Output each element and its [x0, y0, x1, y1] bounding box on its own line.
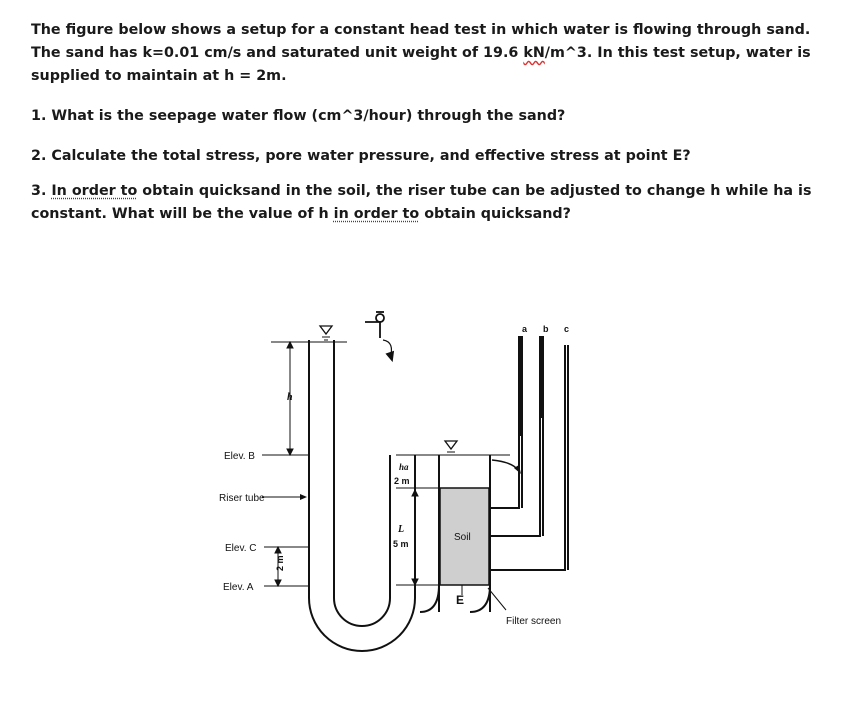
q3-text-3: obtain quicksand?: [419, 206, 571, 222]
overflow-arrow: [492, 460, 518, 470]
riser-tube-arrowhead: [300, 494, 307, 500]
L-dimension: [396, 490, 439, 585]
piezometer-a-label: a: [522, 324, 528, 334]
riser-tube-label: Riser tube: [219, 493, 265, 504]
soil-label: Soil: [454, 532, 471, 543]
piezometer-c-label: c: [564, 324, 570, 334]
q3-dotted-phrase-1: In order to: [51, 183, 138, 199]
dim-5m: 5 m: [393, 539, 409, 549]
h-label: h: [287, 392, 293, 403]
dim-2m-mid: 2 m: [394, 476, 410, 486]
q3-text-2: obtain quicksand in the soil, the riser tube can be adjusted to change h while ha is constant. What will be the value of h: [31, 183, 812, 222]
water-level-left-icon: [320, 326, 332, 340]
soil-column: [420, 455, 490, 612]
elev-b-label: Elev. B: [224, 451, 255, 462]
dim-2m-left: 2 m: [275, 555, 285, 571]
piezometers: [490, 336, 568, 570]
point-e-label: E: [456, 593, 465, 607]
q3-dotted-phrase-2: in order to: [333, 206, 420, 222]
L-label: L: [398, 524, 405, 535]
water-level-soil-icon: [445, 441, 457, 452]
question-2: 2. Calculate the total stress, pore water pressure, and effective stress at point E?: [31, 148, 691, 164]
elev-c-label: Elev. C: [225, 543, 257, 554]
faucet-icon: [365, 312, 393, 360]
question-1: 1. What is the seepage water flow (cm^3/hour) through the sand?: [31, 108, 566, 124]
intro-text-1: The figure below shows a setup for a constant head test in which water is flowing through sand. The sand has k=0.01 cm/s and saturated unit weight of 19.6: [31, 22, 811, 61]
ha-label: ha: [399, 462, 409, 472]
elev-a-label: Elev. A: [223, 582, 254, 593]
filter-screen-label: Filter screen: [506, 616, 562, 627]
intro-unit-kn: kN: [523, 45, 545, 61]
q3-text-1: 3.: [31, 183, 52, 199]
intro-text-2: /m^3. In this test setup, water is supplied to maintain at h = 2m.: [31, 45, 811, 84]
piezometer-b-label: b: [543, 324, 549, 334]
u-tube: [309, 340, 415, 651]
point-e-marker: [456, 585, 464, 607]
